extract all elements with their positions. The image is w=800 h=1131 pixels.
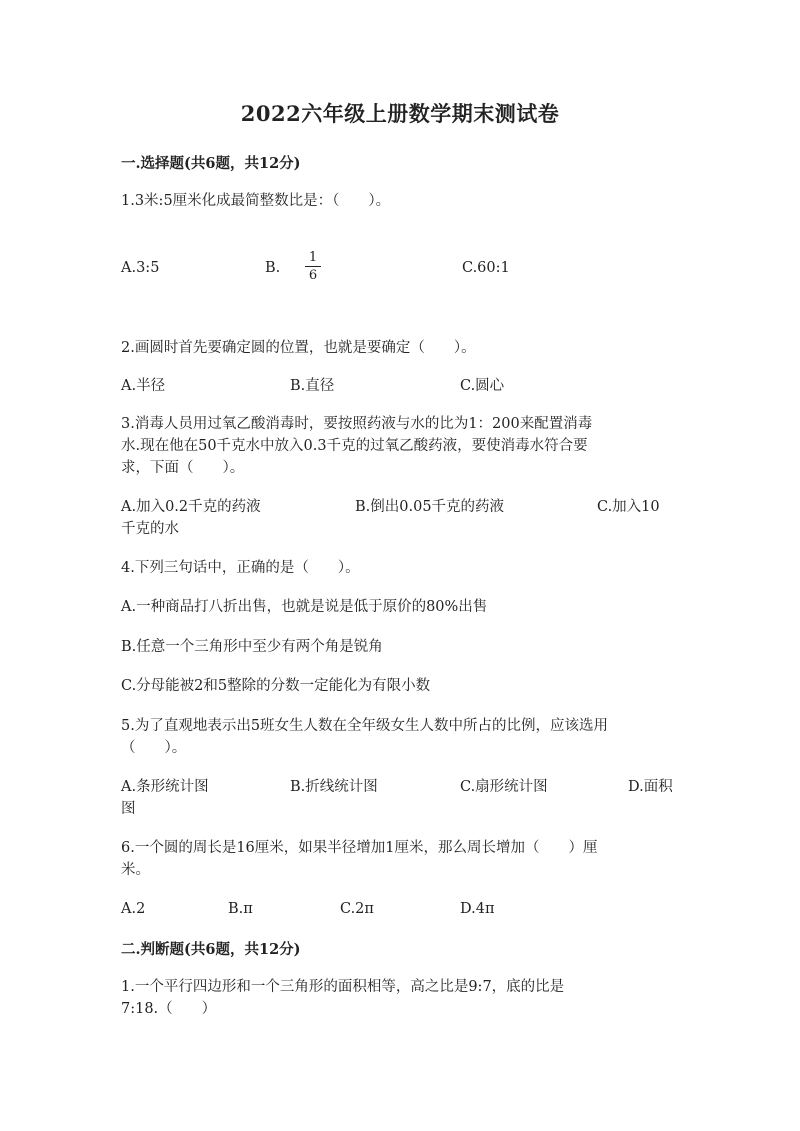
question-1-option-b: B. — [265, 260, 281, 276]
question-4-stem: 4.下列三句话中，正确的是（ ）。 — [121, 560, 360, 576]
question-3-line-2: 水.现在他在50千克水中放入0.3千克的过氧乙酸药液，要使消毒水符合要 — [121, 438, 588, 454]
question-5-line-1: 5.为了直观地表示出5班女生人数在全年级女生人数中所占的比例，应该选用 — [121, 718, 609, 734]
question-6-option-d: D.4π — [460, 901, 495, 917]
question-5-line-2: （ ）。 — [121, 740, 187, 756]
question-1-option-c: C.60:1 — [462, 260, 510, 276]
fraction-numerator: 1 — [308, 250, 318, 265]
question-6-option-b: B.π — [228, 901, 253, 917]
section-heading-judgement: 二.判断题(共6题，共12分) — [121, 941, 301, 958]
question-5-option-b: B.折线统计图 — [290, 779, 378, 795]
question-2-option-a: A.半径 — [121, 378, 166, 394]
question-3-option-c-continued: 千克的水 — [121, 521, 179, 537]
question-6-line-1: 6.一个圆的周长是16厘米，如果半径增加1厘米，那么周长增加（ ）厘 — [121, 840, 598, 856]
question-4-option-b: B.任意一个三角形中至少有两个角是锐角 — [121, 639, 383, 655]
question-3-option-b: B.倒出0.05千克的药液 — [355, 499, 505, 515]
question-1-stem: 1.3米:5厘米化成最简整数比是：（ ）。 — [121, 193, 391, 209]
question-3-line-1: 3.消毒人员用过氧乙酸消毒时，要按照药液与水的比为1：200来配置消毒 — [121, 416, 593, 432]
question-5-option-a: A.条形统计图 — [121, 779, 209, 795]
question-6-line-2: 米。 — [121, 862, 150, 878]
fraction-bar — [305, 266, 321, 267]
fraction-denominator: 6 — [308, 268, 318, 283]
question-5-option-c: C.扇形统计图 — [460, 779, 548, 795]
question-1-option-b-fraction — [305, 250, 321, 283]
question-3-line-3: 求，下面（ ）。 — [121, 460, 245, 476]
question-5-option-d-continued: 图 — [121, 801, 136, 817]
question-3-option-c: C.加入10 — [597, 499, 660, 515]
judgement-1-line-1: 1.一个平行四边形和一个三角形的面积相等，高之比是9:7，底的比是 — [121, 979, 565, 995]
question-3-option-a: A.加入0.2千克的药液 — [121, 499, 261, 515]
question-2-stem: 2.画圆时首先要确定圆的位置，也就是要确定（ ）。 — [121, 340, 476, 356]
question-6-option-c: C.2π — [340, 901, 374, 917]
question-2-option-b: B.直径 — [290, 378, 335, 394]
section-heading-choice: 一.选择题(共6题，共12分) — [121, 155, 301, 172]
question-4-option-a: A.一种商品打八折出售，也就是说是低于原价的80%出售 — [121, 599, 488, 615]
question-4-option-c: C.分母能被2和5整除的分数一定能化为有限小数 — [121, 678, 431, 694]
question-6-option-a: A.2 — [121, 901, 146, 917]
judgement-1-line-2: 7:18.（ ） — [121, 1001, 217, 1017]
question-2-option-c: C.圆心 — [460, 378, 505, 394]
question-1-option-a: A.3:5 — [121, 260, 160, 276]
question-5-option-d: D.面积 — [628, 779, 673, 795]
page-title: 2022六年级上册数学期末测试卷 — [240, 101, 560, 126]
